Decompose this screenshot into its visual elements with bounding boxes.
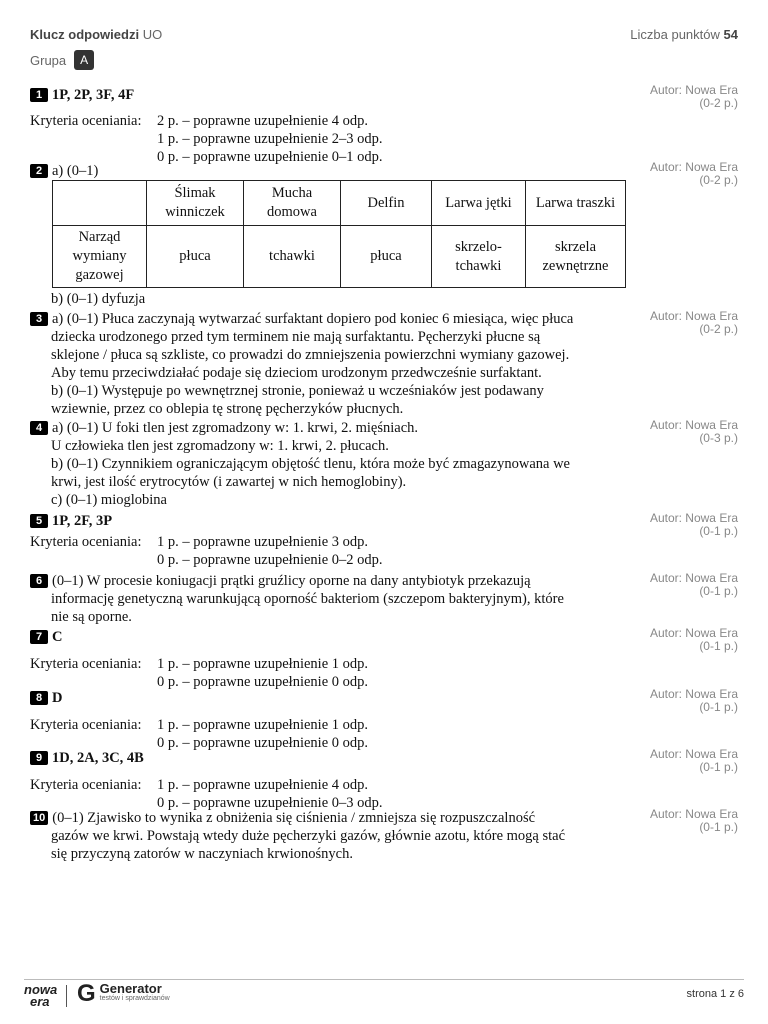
question-7 [30,628,640,691]
author-text: Autor: Nowa Era [649,626,738,640]
points-label: Liczba punktów [630,27,720,42]
table-cell: skrzela zewnętrzne [526,226,626,288]
table-cell: płuca [341,226,432,288]
text-line: informację genetyczną warunkującą oporność bakteriom (szczepom bakteryjnym), które [51,591,564,607]
criteria-label: Kryteria oceniania: [30,656,142,672]
q4-author [650,419,738,445]
question-number: 7 [30,630,48,644]
part-b: b) (0–1) dyfuzja [51,291,146,307]
question-6 [30,572,640,626]
title-bold: Klucz odpowiedzi [30,27,140,42]
question-number: 9 [30,751,48,765]
text-line: b) (0–1) Czynnikiem ograniczającym objętość tlenu, która może być zmagazynowana we [51,456,570,472]
table-header: Delfin [341,181,432,226]
criteria-label: Kryteria oceniania: [30,113,142,129]
q2-author [650,161,738,187]
author-text: Autor: Nowa Era [649,309,738,323]
question-number: 3 [30,312,48,326]
author-text: Autor: Nowa Era [649,511,738,525]
criteria-line: 1 p. – poprawne uzupełnienie 1 odp. [157,717,369,733]
part-a: a) (0–1) [52,163,99,179]
question-number: 2 [30,164,48,178]
answer: 1P, 2P, 3F, 4F [52,87,135,103]
total-points [630,27,738,42]
table-header: Ślimak winniczek [147,181,244,226]
points-range: (0-2 p.) [699,96,738,110]
q6-author [650,572,738,598]
text-line: sklejone / płuca są szkliste, co prowadzi do zmniejszenia powierzchni wymiany gazowej. [51,347,570,363]
criteria-label: Kryteria oceniania: [30,534,142,550]
table-header-row [53,181,626,226]
points-value: 54 [723,27,738,42]
text-line: gazów we krwi. Powstają wtedy duże pęcherzyki gazów, głównie azotu, które mogą stać [51,828,566,844]
question-9 [30,749,640,812]
group-label: Grupa [30,52,67,68]
criteria-label: Kryteria oceniania: [30,717,142,733]
points-range: (0-3 p.) [699,431,738,445]
criteria [30,655,640,691]
text-line: a) (0–1) Płuca zaczynają wytwarzać surfaktant dopiero pod koniec 6 miesiąca, więc płuca [52,311,574,327]
question-10 [30,809,640,863]
generator-subtitle: testów i sprawdzianów [99,995,170,1002]
table-header: Larwa jętki [432,181,526,226]
answer: D [52,690,63,706]
question-1 [30,86,640,166]
table-row-label: Narząd wymiany gazowej [53,226,147,288]
question-number: 8 [30,691,48,705]
criteria [30,716,640,752]
logo-text: era [30,994,50,1009]
question-number: 6 [30,574,48,588]
answer: 1D, 2A, 3C, 4B [52,750,144,766]
text-line: c) (0–1) mioglobina [51,492,167,508]
question-number: 1 [30,88,48,102]
q5-author [650,512,738,538]
text-line: się przyczyną zatorów w naczyniach krwionośnych. [51,846,353,862]
criteria-line: 0 p. – poprawne uzupełnienie 0–2 odp. [157,552,383,568]
q10-author [650,808,738,834]
question-number: 10 [30,811,48,825]
q8-author [650,688,738,714]
generator-logo [77,982,170,1006]
question-4 [30,419,640,509]
text-line: a) (0–1) U foki tlen jest zgromadzony w: 1. krwi, 2. mięśniach. [52,420,419,436]
criteria [30,533,640,569]
criteria-line: 2 p. – poprawne uzupełnienie 4 odp. [157,113,369,129]
author-text: Autor: Nowa Era [649,807,738,821]
table-header: Mucha domowa [244,181,341,226]
criteria-line: 0 p. – poprawne uzupełnienie 0–3 odp. [157,795,383,811]
text-line: dziecka urodzonego przed tym terminem nie mają surfaktantu. Pęcherzyki płucne są [51,329,541,345]
table-cell: płuca [147,226,244,288]
criteria-line: 1 p. – poprawne uzupełnienie 2–3 odp. [157,131,383,147]
page-number: strona 1 z 6 [686,988,744,1000]
criteria [30,112,640,166]
table-corner-cell [53,181,147,226]
question-5 [30,512,640,569]
generator-icon: G [77,980,96,1007]
document-title [30,27,162,42]
gas-exchange-table [52,180,626,288]
criteria-line: 0 p. – poprawne uzupełnienie 0 odp. [157,674,369,690]
q7-author [650,627,738,653]
text-line: U człowieka tlen jest zgromadzony w: 1. krwi, 2. płucach. [51,438,389,454]
author-text: Autor: Nowa Era [649,747,738,761]
author-text: Autor: Nowa Era [649,160,738,174]
text-line: b) (0–1) Występuje po wewnętrznej stronie, ponieważ u wcześniaków jest podawany [51,383,544,399]
table-cell: tchawki [244,226,341,288]
points-range: (0-1 p.) [699,820,738,834]
logo-separator [66,985,67,1007]
criteria [30,776,640,812]
text-line: nie są oporne. [51,609,132,625]
author-text: Autor: Nowa Era [649,571,738,585]
question-2 [30,162,640,180]
question-number: 5 [30,514,48,528]
question-3 [30,310,640,418]
footer-divider [24,979,744,980]
criteria-line: 1 p. – poprawne uzupełnienie 3 odp. [157,534,369,550]
table-row [53,226,626,288]
logo-text: nowa [24,982,58,997]
answer: C [52,629,63,645]
nowa-era-logo [24,984,57,1008]
points-range: (0-1 p.) [699,524,738,538]
title-rest: UO [142,27,163,42]
points-range: (0-1 p.) [699,700,738,714]
points-range: (0-2 p.) [699,173,738,187]
points-range: (0-1 p.) [699,584,738,598]
criteria-line: 1 p. – poprawne uzupełnienie 1 odp. [157,656,369,672]
text-line: wziewnie, przez co oblepia tę stronę pęcherzyków płucnych. [51,401,404,417]
answer: 1P, 2F, 3P [52,513,113,529]
author-text: Autor: Nowa Era [649,687,738,701]
text-line: (0–1) W procesie koniugacji prątki gruźlicy oporne na dany antybiotyk przekazują [52,573,531,589]
criteria-line: 0 p. – poprawne uzupełnienie 0–1 odp. [157,149,383,165]
group-indicator [30,50,94,70]
text-line: Aby temu przeciwdziałać podaje się dzieciom urodzonym przedwcześnie surfaktant. [51,365,542,381]
author-text: Autor: Nowa Era [649,83,738,97]
table-cell: skrzelo-tchawki [432,226,526,288]
question-8 [30,689,640,752]
criteria-line: 1 p. – poprawne uzupełnienie 4 odp. [157,777,369,793]
q3-author [650,310,738,336]
generator-title: Generator [99,981,162,996]
q9-author [650,748,738,774]
q2-part-b [30,290,640,308]
text-line: krwi, jest ilość erytrocytów (i zawartej w nich hemoglobiny). [51,474,407,490]
text-line: (0–1) Zjawisko to wynika z obniżenia się ciśnienia / zmniejsza się rozpuszczalność [52,810,536,826]
points-range: (0-1 p.) [699,760,738,774]
question-number: 4 [30,421,48,435]
group-badge: A [74,50,94,70]
points-range: (0-2 p.) [699,322,738,336]
points-range: (0-1 p.) [699,639,738,653]
criteria-line: 0 p. – poprawne uzupełnienie 0 odp. [157,735,369,751]
table-header: Larwa traszki [526,181,626,226]
author-text: Autor: Nowa Era [649,418,738,432]
q1-author [650,84,738,110]
criteria-label: Kryteria oceniania: [30,777,142,793]
